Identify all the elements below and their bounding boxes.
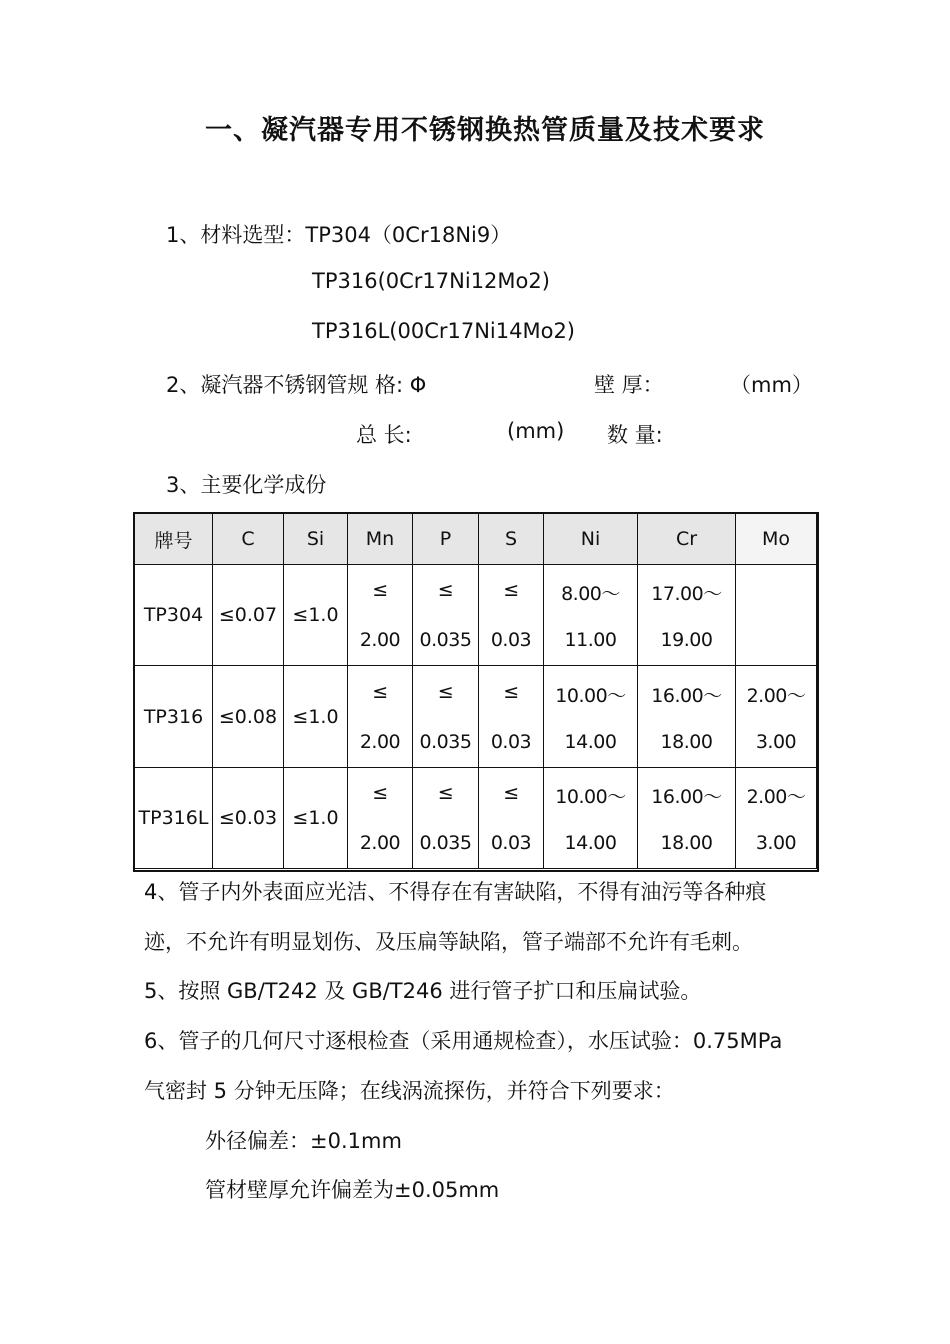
cell-p-bottom: 0.035 (419, 629, 472, 652)
surface-requirement-line1: 4、管子内外表面应光洁、不得存在有害缺陷，不得有油污等各种痕 (144, 880, 767, 904)
table-row (135, 767, 817, 868)
header-s: S (479, 514, 544, 565)
cell-grade: TP304 (135, 565, 213, 666)
cell-c: ≤0.03 (213, 767, 284, 868)
od-tolerance: 外径偏差：±0.1mm (205, 1129, 402, 1153)
material-tp316l: TP316L(00Cr17Ni14Mo2) (312, 319, 575, 343)
table-row (135, 666, 817, 767)
cell-cr-bottom: 19.00 (660, 629, 713, 652)
material-tp316: TP316(0Cr17Ni12Mo2) (312, 269, 550, 293)
cell-mn-bottom: 2.00 (359, 831, 401, 854)
cell-mn-top: ≤ (372, 579, 388, 602)
wall-tolerance: 管材壁厚允许偏差为±0.05mm (205, 1178, 500, 1202)
flaring-flattening-test: 5、按照 GB/T242 及 GB/T246 进行管子扩口和压扁试验。 (144, 979, 702, 1003)
cell-ni-bottom: 11.00 (564, 629, 617, 652)
cell-cr-top: 16.00～ (651, 785, 722, 808)
cell-p-bottom: 0.035 (419, 831, 472, 854)
cell-cr-top: 17.00～ (651, 583, 722, 606)
cell-mn-bottom: 2.00 (359, 629, 401, 652)
cell-mo (736, 565, 817, 666)
cell-mn (348, 666, 413, 767)
cell-mo-bottom: 3.00 (755, 730, 797, 753)
header-mo: Mo (736, 514, 817, 565)
cell-cr (638, 666, 736, 767)
cell-mn-top: ≤ (372, 781, 388, 804)
cell-c: ≤0.07 (213, 565, 284, 666)
cell-grade: TP316 (135, 666, 213, 767)
cell-ni (544, 666, 638, 767)
cell-si: ≤1.0 (284, 666, 348, 767)
cell-grade: TP316L (135, 767, 213, 868)
cell-p (413, 767, 479, 868)
cell-p (413, 565, 479, 666)
header-ni: Ni (544, 514, 638, 565)
table-row (135, 565, 817, 666)
page-title: 一、凝汽器专用不锈钢换热管质量及技术要求 (205, 115, 765, 146)
total-length-unit: (mm) (507, 419, 565, 443)
cell-mn-top: ≤ (372, 680, 388, 703)
cell-ni-top: 10.00～ (555, 785, 626, 808)
cell-s (479, 767, 544, 868)
cell-cr (638, 565, 736, 666)
inspection-line2: 气密封 5 分钟无压降；在线涡流探伤，并符合下列要求： (144, 1079, 675, 1103)
header-p: P (413, 514, 479, 565)
cell-s-bottom: 0.03 (490, 730, 532, 753)
chemical-composition-label: 3、主要化学成份 (166, 473, 327, 497)
header-cr: Cr (638, 514, 736, 565)
cell-ni-bottom: 14.00 (564, 831, 617, 854)
cell-mo-top: 2.00～ (746, 684, 806, 707)
cell-s (479, 666, 544, 767)
quantity-label: 数 量: (607, 423, 663, 447)
cell-s-top: ≤ (503, 781, 519, 804)
wall-thickness-label: 壁 厚： (594, 373, 664, 397)
material-selection: 1、材料选型：TP304（0Cr18Ni9） (166, 223, 512, 247)
table-header-row (135, 514, 817, 565)
header-mn: Mn (348, 514, 413, 565)
header-grade: 牌号 (135, 514, 213, 565)
cell-mo-top: 2.00～ (746, 785, 806, 808)
header-c: C (213, 514, 284, 565)
cell-s-bottom: 0.03 (490, 629, 532, 652)
tube-spec-label: 2、凝汽器不锈钢管规 格: Φ (166, 373, 427, 397)
cell-p-top: ≤ (437, 781, 454, 804)
cell-cr-top: 16.00～ (651, 684, 722, 707)
surface-requirement-line2: 迹，不允许有明显划伤、及压扁等缺陷，管子端部不允许有毛刺。 (144, 930, 753, 954)
cell-cr-bottom: 18.00 (660, 730, 713, 753)
cell-ni (544, 767, 638, 868)
cell-si: ≤1.0 (284, 767, 348, 868)
cell-ni-top: 10.00～ (555, 684, 626, 707)
cell-c: ≤0.08 (213, 666, 284, 767)
cell-cr-bottom: 18.00 (660, 831, 713, 854)
cell-ni-bottom: 14.00 (564, 730, 617, 753)
cell-mo (736, 666, 817, 767)
cell-s (479, 565, 544, 666)
cell-s-bottom: 0.03 (490, 831, 532, 854)
cell-s-top: ≤ (503, 680, 519, 703)
cell-mn (348, 767, 413, 868)
header-si: Si (284, 514, 348, 565)
cell-cr (638, 767, 736, 868)
cell-p-top: ≤ (437, 680, 454, 703)
cell-ni (544, 565, 638, 666)
cell-mn (348, 565, 413, 666)
inspection-line1: 6、管子的几何尺寸逐根检查（采用通规检查），水压试验：0.75MPa (144, 1029, 783, 1053)
cell-p-top: ≤ (437, 579, 454, 602)
cell-p-bottom: 0.035 (419, 730, 472, 753)
cell-mn-bottom: 2.00 (359, 730, 401, 753)
cell-s-top: ≤ (503, 579, 519, 602)
cell-ni-top: 8.00～ (561, 583, 620, 606)
chemical-composition-table (134, 513, 817, 869)
cell-mo (736, 767, 817, 868)
wall-thickness-unit: （mm） (730, 373, 813, 397)
cell-mo-bottom: 3.00 (755, 831, 797, 854)
cell-p (413, 666, 479, 767)
total-length-label: 总 长: (356, 423, 412, 447)
cell-si: ≤1.0 (284, 565, 348, 666)
